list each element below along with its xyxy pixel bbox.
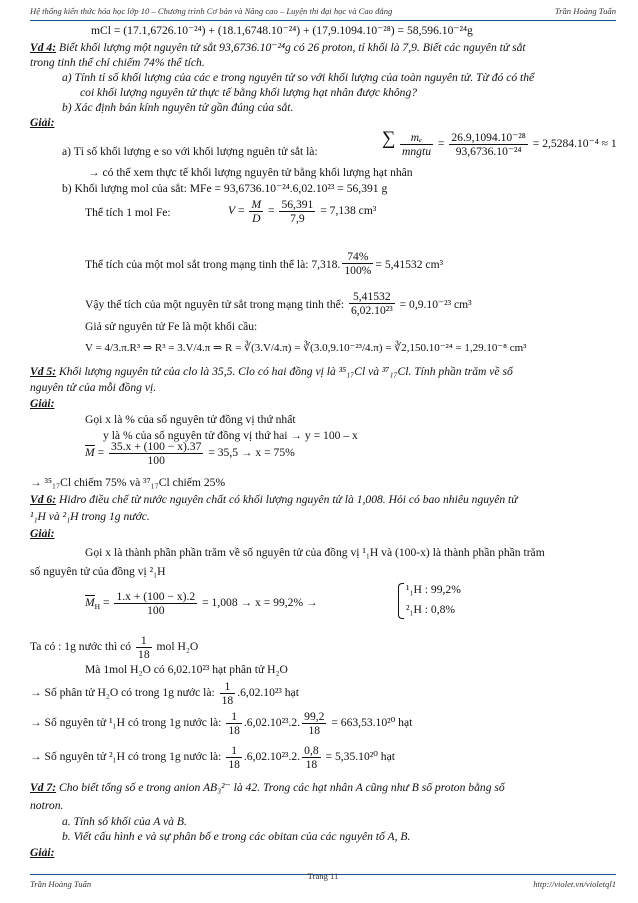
s4b-volume-label: Thể tích 1 mol Fe:: [85, 206, 171, 219]
header-right: Trần Hoàng Tuấn: [554, 6, 616, 16]
vd4-question: [30, 41, 526, 55]
vd6-text: Hidro điều chế từ nước nguyên chất có khối lượng nguyên tử là 1,008. Hỏi có bao nhiêu nguyên tử: [56, 493, 518, 506]
brace-symbol: [398, 583, 404, 619]
vd5-text-2: nguyên tử của mỗi đồng vị.: [30, 381, 157, 394]
vd5-text: Khối lượng nguyên tử của clo là 35,5. Clo có hai đồng vị là ³⁵₁₇Cl và ³⁷₁₇Cl. Tính phần trăm về số: [56, 365, 513, 378]
s6-molecule-count: → Số phân tử H₂O có trong 1g nước là: $\frac{1}{18}$ .6,02.10²³ hạt: [30, 680, 299, 707]
giai-heading: Giải:: [30, 397, 55, 410]
s6-line-2: số nguyên tử của đồng vị ²₁H: [30, 565, 166, 578]
mcl-equation: mCl = (17.1,6726.10⁻²⁴) + (18.1,6748.10⁻²⁴) + (17,9.1094.10⁻²⁸) = 58,596.10⁻²⁴g: [91, 24, 473, 37]
s4b-volume-formula: V = $\frac{M}{D}$ = $\frac{56,391}{7,9}$ = 7,138 cm³: [228, 198, 377, 225]
sigma-symbol: ∑: [382, 128, 396, 149]
vd6-text-2: ¹₁H và ²₁H trong 1g nước.: [30, 510, 150, 523]
vd7-label: Vd 7:: [30, 781, 57, 794]
vd4-label: Vd 4:: [30, 41, 57, 54]
vd4-part-a: a) Tính tỉ số khối lượng của các e trong nguyên tử so với khối lượng của toàn nguyên tử. Từ đó có thể: [62, 71, 535, 84]
s6-h2-count: → Số nguyên tử ²₁H có trong 1g nước là: $\frac{1}{18}$ .6,02.10²³.2. $\frac{0,8}{18}$ = 5,35.10²⁰ hạt: [30, 744, 395, 771]
s5-line-1: Gọi x là % của số nguyên tử đồng vị thứ nhất: [85, 413, 296, 426]
s6-h1-count: → Số nguyên tử ¹₁H có trong 1g nước là: $\frac{1}{18}$ .6,02.10²³.2. $\frac{99,2}{18}$ = 663,53.10²⁰ hạt: [30, 710, 413, 737]
vd7-question: [30, 781, 505, 795]
s6-line-1: Gọi x là thành phần phần trăm về số nguyên tử của đồng vị ¹₁H và (100-x) là thành phần phần trăm: [85, 546, 545, 559]
s4b-sphere-assumption: Giả sử nguyên tử Fe là một khối cầu:: [85, 320, 258, 333]
s4b-atom-volume: Vậy thể tích của một nguyên tử sắt trong mạng tinh thể: $\frac{5,41532}{\text{6,02.10²³}}$ = 0,9.10⁻²³ cm³: [85, 290, 472, 317]
s5-conclusion: → ³⁵₁₇Cl chiếm 75% và ³⁷₁₇Cl chiếm 25%: [30, 476, 226, 489]
giai-heading: Giải:: [30, 116, 55, 129]
vd5-question: [30, 365, 513, 379]
vd6-label: Vd 6:: [30, 493, 57, 506]
s4a-sum-fraction: mₑ mngtu = $\frac{\text{26.9,1094.10⁻²⁸}}{\text{93,6736.10⁻²⁴}}$ = 2,5284.10⁻⁴ ≈ 1: [402, 131, 617, 158]
s6-isotope-1: ¹₁H : 99,2%: [406, 583, 461, 596]
s4a-text: a) Tỉ số khối lượng e so với khối lượng nguên tử sắt là:: [62, 145, 318, 158]
s4a-conclusion: → có thể xem thực tế khối lượng nguyên tử bằng khối lượng hạt nhân: [88, 166, 413, 179]
page-number: Trang 11: [307, 871, 339, 881]
vd7-part-b: b. Viết cấu hình e và sự phân bố e trong các obitan của các nguyên tố A, B.: [62, 830, 411, 843]
s4b-molar-mass: b) Khối lượng mol của sắt: MFe = 93,6736.10⁻²⁴.6,02.10²³ = 56,391 g: [62, 182, 388, 195]
vd4-part-a-2: coi khối lượng nguyên tử thực tế bằng khối lượng hạt nhân được không?: [80, 86, 418, 99]
vd7-text-2: notron.: [30, 799, 64, 812]
s4b-crystal-volume: Thể tích của một mol sắt trong mạng tinh thể là: 7,318. $\frac{74\%}{100\%}$ = 5,41532 cm³: [85, 250, 444, 277]
s6-avogadro: Mà 1mol H₂O có 6,02.10²³ hạt phân tử H₂O: [85, 663, 288, 676]
vd5-label: Vd 5:: [30, 365, 57, 378]
vd7-text: Cho biết tổng số e trong anion AB₃²⁻ là 42. Trong các hạt nhân A cũng như B số proton bằng số: [56, 781, 505, 794]
vd4-text-2: trong tinh thể chỉ chiếm 74% thể tích.: [30, 56, 205, 69]
s6-isotope-2: ²₁H : 0,8%: [406, 603, 456, 616]
vd6-question: [30, 493, 518, 507]
s5-average-formula: M = $\frac{35.x + (100 - x).37}{100}$ = 35,5 → x = 75%: [85, 440, 295, 467]
s6-water-moles: Ta có : 1g nước thì có $\frac{1}{18}$ mol H₂O: [30, 634, 199, 661]
vd4-part-b: b) Xác định bán kính nguyên tử gần đúng của sắt.: [62, 101, 294, 114]
page-footer: [30, 871, 616, 893]
giai-heading: Giải:: [30, 527, 55, 540]
s6-average-formula: $M_H$ = $\frac{1.x + (100 - x).2}{100}$ = 1,008 → x = 99,2% →: [85, 590, 318, 617]
giai-heading: Giải:: [30, 846, 55, 859]
header-left: Hệ thống kiến thức hóa học lớp 10 – Chương trình Cơ bản và Nâng cao – Luyện thi đại học và Cao đẳng: [30, 6, 393, 16]
s5-line-2: y là % của số nguyên tử đồng vị thứ hai → y = 100 – x: [103, 429, 358, 442]
page-header: [30, 5, 616, 21]
vd7-part-a: a. Tính số khối của A và B.: [62, 815, 187, 828]
footer-left: Trần Hoàng Tuấn: [30, 879, 92, 889]
footer-link[interactable]: http://violet.vn/violetql1: [533, 879, 616, 889]
vd4-text: Biết khối lượng một nguyên tử sắt 93,6736.10⁻²⁴g có 26 proton, tỉ khối là 7,9. Biết các nguyên tử sắt: [56, 41, 526, 54]
s4b-radius-formula: V = 4/3.π.R³ ⇒ R³ = 3.V/4.π ⇒ R = ∛(3.V/4.π) = ∛(3.0,9.10⁻²³/4.π) = ∛2,150.10⁻²⁴ = 1,29.10⁻⁸ cm³: [85, 342, 527, 354]
